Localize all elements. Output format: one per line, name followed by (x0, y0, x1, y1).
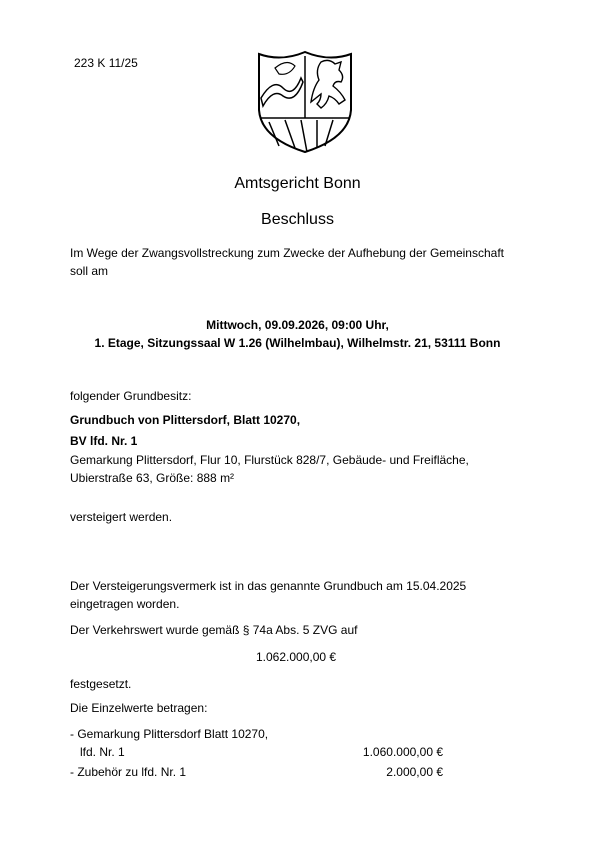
land-register: Grundbuch von Plittersdorf, Blatt 10270, (70, 413, 301, 427)
intro-line-2: soll am (70, 264, 109, 278)
item-value: 2.000,00 € (386, 765, 443, 779)
document-title: Beschluss (261, 211, 334, 228)
auctioned-text: versteigert werden. (70, 510, 173, 524)
court-name: Amtsgericht Bonn (234, 175, 361, 192)
market-value-intro: Der Verkehrswert wurde gemäß § 74a Abs. 5 ZVG auf (70, 623, 358, 637)
property-label: folgender Grundbesitz: (70, 389, 192, 403)
property-description-1: Gemarkung Plittersdorf, Flur 10, Flurstück 828/7, Gebäude- und Freifläche, (70, 453, 469, 467)
case-number: 223 K 11/25 (74, 56, 138, 70)
single-values-label: Die Einzelwerte betragen: (70, 701, 208, 715)
register-note-1: Der Versteigerungsvermerk ist in das genannte Grundbuch am 15.04.2025 (70, 579, 467, 593)
market-value: 1.062.000,00 € (256, 650, 337, 664)
fixed-text: festgesetzt. (70, 677, 132, 691)
bv-number: BV lfd. Nr. 1 (70, 434, 138, 448)
register-note-2: eingetragen worden. (70, 597, 180, 611)
item-value: 1.060.000,00 € (362, 745, 443, 759)
coat-of-arms-icon (255, 48, 355, 154)
property-description-2: Ubierstraße 63, Größe: 888 m² (70, 471, 235, 485)
auction-location: 1. Etage, Sitzungssaal W 1.26 (Wilhelmbau), Wilhelmstr. 21, 53111 Bonn (94, 336, 501, 350)
auction-date-time: Mittwoch, 09.09.2026, 09:00 Uhr, (206, 318, 389, 332)
intro-line-1: Im Wege der Zwangsvollstreckung zum Zwecke der Aufhebung der Gemeinschaft (70, 246, 504, 260)
item-label-1: - Gemarkung Plittersdorf Blatt 10270, (70, 727, 269, 741)
item-label-1: - Zubehör zu lfd. Nr. 1 (70, 765, 187, 779)
item-label-2: lfd. Nr. 1 (80, 745, 125, 759)
